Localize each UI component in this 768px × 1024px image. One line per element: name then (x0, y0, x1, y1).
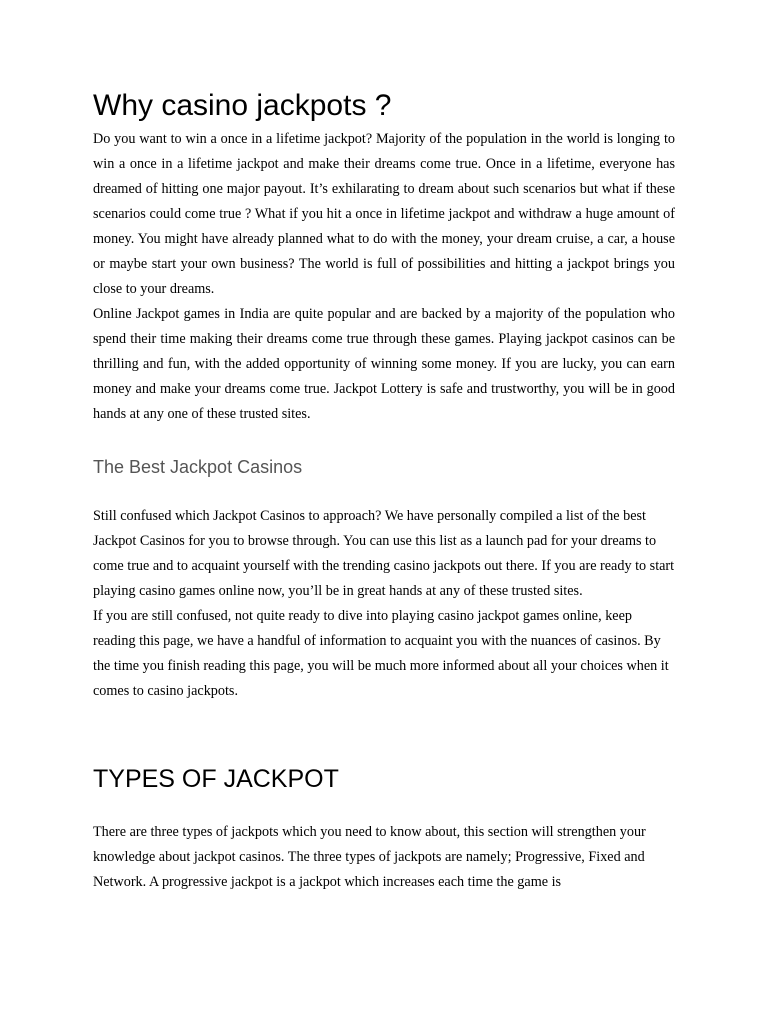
intro-paragraph-2: Online Jackpot games in India are quite popular and are backed by a majority of the population who spend their time making their dreams come true through these games. Playing jackpot casinos can be thrilling and fun, with the added opportunity of winning some money. If you are lucky, you can earn money and make your dreams come true. Jackpot Lottery is safe and trustworthy, you will be in good hands at any one of these trusted sites. (93, 306, 675, 422)
section-heading-types: TYPES OF JACKPOT (93, 765, 339, 793)
types-paragraph: There are three types of jackpots which you need to know about, this section will strengthen your knowledge about jackpot casinos. The three types of jackpots are namely; Progressive, Fixed and Network. A progressive jackpot is a jackpot which increases each time the game is (93, 824, 646, 890)
section-heading-best-casinos: The Best Jackpot Casinos (93, 457, 303, 477)
best-casinos-paragraph-2: If you are still confused, not quite ready to dive into playing casino jackpot games online, keep reading this page, we have a handful of information to acquaint you with the nuances of casinos. By the time you finish reading this page, you will be much more informed about all your choices when it comes to casino jackpots. (93, 608, 669, 699)
page-title: Why casino jackpots ? (93, 89, 392, 122)
document-content (93, 85, 675, 895)
best-casinos-paragraph-1: Still confused which Jackpot Casinos to approach? We have personally compiled a list of the best Jackpot Casinos for you to browse through. You can use this list as a launch pad for your dreams to come true and to acquaint yourself with the trending casino jackpots out there. If you are ready to start playing casino games online now, you’ll be in great hands at any of these trusted sites. (93, 508, 675, 599)
intro-paragraph-1: Do you want to win a once in a lifetime jackpot? Majority of the population in the world is longing to win a once in a lifetime jackpot and make their dreams come true. Once in a lifetime, everyone has dreamed of hitting one major payout. It’s exhilarating to dream about such scenarios but what if these scenarios could come true ? What if you hit a once in lifetime jackpot and withdraw a huge amount of money. You might have already planned what to do with the money, your dream cruise, a car, a house or maybe start your own business? The world is full of possibilities and hitting a jackpot brings you close to your dreams. (93, 131, 675, 297)
